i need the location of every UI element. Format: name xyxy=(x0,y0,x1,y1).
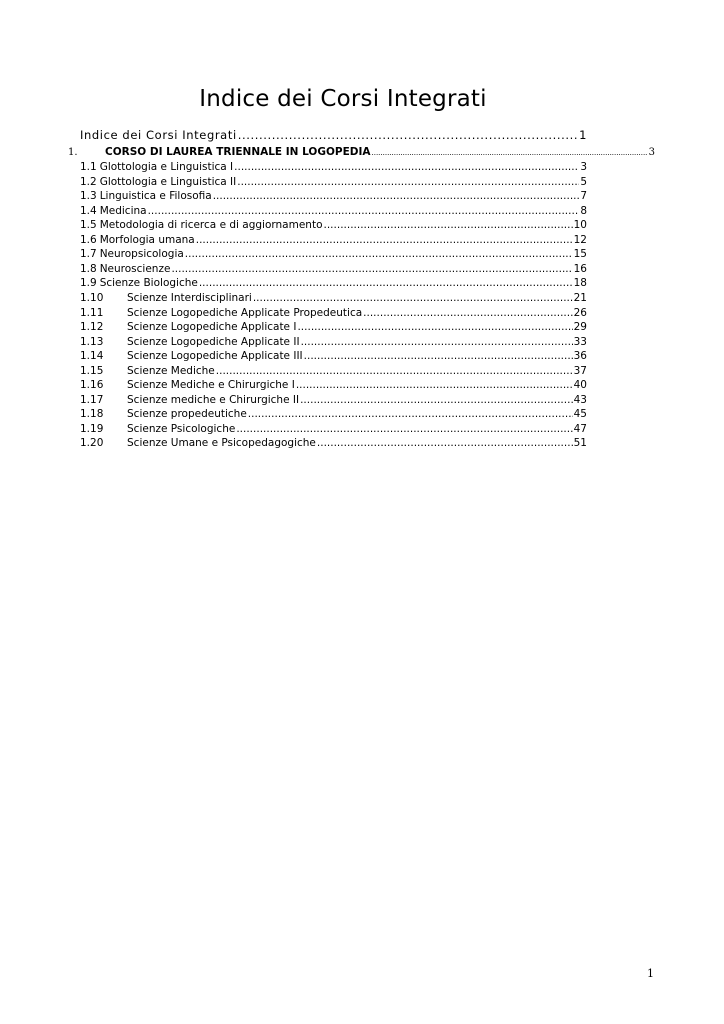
toc-entry[interactable] xyxy=(80,291,587,305)
toc-entry-page: 45 xyxy=(573,408,587,420)
toc-entry-page: 15 xyxy=(573,248,587,260)
toc-entry-label: Medicina xyxy=(99,204,147,217)
toc-dot-leader xyxy=(301,335,573,349)
toc-entry-number: 1.10 xyxy=(80,292,104,304)
toc-entry-label: Scienze Logopediche Applicate II xyxy=(127,335,300,348)
toc-entry-number: 1.14 xyxy=(80,350,104,362)
toc-entry[interactable] xyxy=(80,204,587,218)
toc-entry-number: 1.13 xyxy=(80,335,104,348)
toc-entry-page: 12 xyxy=(573,233,587,246)
toc-entry-label: Morfologia umana xyxy=(99,233,195,246)
toc-entry[interactable] xyxy=(80,262,587,276)
toc-entry-page: 37 xyxy=(573,364,587,377)
toc-entry-label: Scienze Mediche e Chirurgiche I xyxy=(127,379,295,391)
toc-dot-leader xyxy=(171,262,572,276)
toc-entry-label: Indice dei Corsi Integrati xyxy=(80,128,237,142)
toc-entry[interactable] xyxy=(80,233,587,247)
toc-entry-number: 1.12 xyxy=(80,321,104,333)
toc-entry-label: Scienze Logopediche Applicate I xyxy=(127,321,297,333)
toc-entry[interactable] xyxy=(80,247,587,261)
toc-entry-label: Glottologia e Linguistica I xyxy=(99,161,234,173)
toc-entry-number: 1.11 xyxy=(80,306,104,319)
toc-entry[interactable] xyxy=(80,335,587,349)
toc-dot-leader xyxy=(296,378,573,392)
toc-entry-number: 1.3 xyxy=(80,190,97,202)
toc-entry[interactable] xyxy=(80,422,587,436)
toc-entry-page: 36 xyxy=(573,350,587,362)
toc-entry[interactable] xyxy=(80,436,587,450)
toc-entry-number: 1.7 xyxy=(80,248,97,260)
toc-entry[interactable] xyxy=(80,378,587,392)
toc-entry-number: 1.1 xyxy=(80,161,97,173)
toc-entry-label: Scienze Psicologiche xyxy=(127,422,236,435)
toc-entry-chapter[interactable] xyxy=(68,145,655,159)
toc-entry[interactable] xyxy=(80,393,587,407)
toc-dot-leader xyxy=(216,364,573,378)
toc-dot-leader xyxy=(213,189,580,203)
toc-dot-leader xyxy=(363,306,572,320)
toc-dot-leader xyxy=(248,407,573,421)
toc-entry[interactable] xyxy=(80,306,587,320)
toc-entry-number: 1.15 xyxy=(80,364,104,377)
toc-dot-leader xyxy=(199,276,573,290)
toc-entry-label: Neuroscienze xyxy=(99,262,171,275)
toc-entry-label: Metodologia di ricerca e di aggiornamento xyxy=(99,219,323,231)
toc-dot-leader xyxy=(237,175,579,189)
toc-dot-leader xyxy=(300,393,573,407)
toc-entry[interactable] xyxy=(80,407,587,421)
toc-entry-number: 1.4 xyxy=(80,204,97,217)
toc-dot-leader xyxy=(372,146,648,159)
toc-entry-number: 1.18 xyxy=(80,408,104,420)
toc-entry-page: 3 xyxy=(580,161,587,173)
toc-dot-leader xyxy=(253,291,573,305)
toc-entry-page: 43 xyxy=(573,393,587,406)
toc-entry[interactable] xyxy=(80,189,587,203)
toc-entry-page: 5 xyxy=(580,175,587,188)
toc-entry-page: 21 xyxy=(573,292,587,304)
toc-entry-label: Scienze Mediche xyxy=(127,364,215,377)
toc-dot-leader xyxy=(148,204,580,218)
toc-entry-page: 8 xyxy=(580,204,587,217)
toc-entry-number: 1.2 xyxy=(80,175,97,188)
toc-entry-label: Scienze mediche e Chirurgiche II xyxy=(127,393,300,406)
toc-entry-page: 40 xyxy=(573,379,587,391)
toc-entry-page: 3 xyxy=(648,147,655,158)
toc-entry-number: 1.8 xyxy=(80,262,97,275)
toc-entry[interactable] xyxy=(80,160,587,174)
toc-entry-label: Scienze Biologiche xyxy=(99,277,198,289)
toc-entry-number: 1.16 xyxy=(80,379,104,391)
toc-entry-page: 29 xyxy=(573,321,587,333)
toc-entry-page: 47 xyxy=(573,422,587,435)
toc-dot-leader xyxy=(185,247,573,261)
toc-dot-leader xyxy=(324,218,573,232)
toc-entry-page: 18 xyxy=(573,277,587,289)
toc-entry-label: Neuropsicologia xyxy=(99,248,184,260)
toc-entry-page: 16 xyxy=(573,262,587,275)
toc-entry[interactable] xyxy=(80,349,587,363)
toc-entry-label: CORSO DI LAUREA TRIENNALE IN LOGOPEDIA xyxy=(105,146,371,158)
toc-entry-number: 1.20 xyxy=(80,437,104,449)
toc-entry[interactable] xyxy=(80,320,587,334)
toc-entry[interactable] xyxy=(80,218,587,232)
toc-entry-label: Scienze propedeutiche xyxy=(127,408,247,420)
toc-dot-leader xyxy=(297,320,572,334)
toc-dot-leader xyxy=(317,436,573,450)
toc-entry-page: 10 xyxy=(573,219,587,231)
document-title: Indice dei Corsi Integrati xyxy=(199,86,487,112)
toc-dot-leader xyxy=(236,422,572,436)
toc-dot-leader xyxy=(234,160,579,174)
toc-entry-index[interactable] xyxy=(80,128,587,142)
toc-entry-page: 1 xyxy=(579,128,587,142)
toc-entry-label: Scienze Logopediche Applicate Propedeutica xyxy=(127,306,363,319)
toc-entry-page: 26 xyxy=(573,306,587,319)
toc-entry-number: 1.9 xyxy=(80,277,97,289)
toc-entry-page: 33 xyxy=(573,335,587,348)
toc-entry-label: Scienze Umane e Psicopedagogiche xyxy=(127,437,316,449)
toc-entry-label: Scienze Logopediche Applicate III xyxy=(127,350,303,362)
toc-dot-leader xyxy=(304,349,573,363)
toc-entry[interactable] xyxy=(80,364,587,378)
toc-entry[interactable] xyxy=(80,175,587,189)
toc-entry-number: 1.5 xyxy=(80,219,97,231)
toc-entry-number: 1. xyxy=(68,147,78,158)
toc-entry-number: 1.6 xyxy=(80,233,97,246)
toc-entry-number: 1.19 xyxy=(80,422,104,435)
toc-entry-label: Linguistica e Filosofia xyxy=(99,190,212,202)
toc-entry-number: 1.17 xyxy=(80,393,104,406)
toc-entry-label: Glottologia e Linguistica II xyxy=(99,175,237,188)
toc-dot-leader xyxy=(196,233,573,247)
toc-entry-page: 51 xyxy=(573,437,587,449)
toc-entry-page: 7 xyxy=(580,190,587,202)
page-number: 1 xyxy=(647,967,654,980)
toc-entry[interactable] xyxy=(80,276,587,290)
toc-entry-label: Scienze Interdisciplinari xyxy=(127,292,252,304)
toc-dot-leader xyxy=(238,128,578,142)
